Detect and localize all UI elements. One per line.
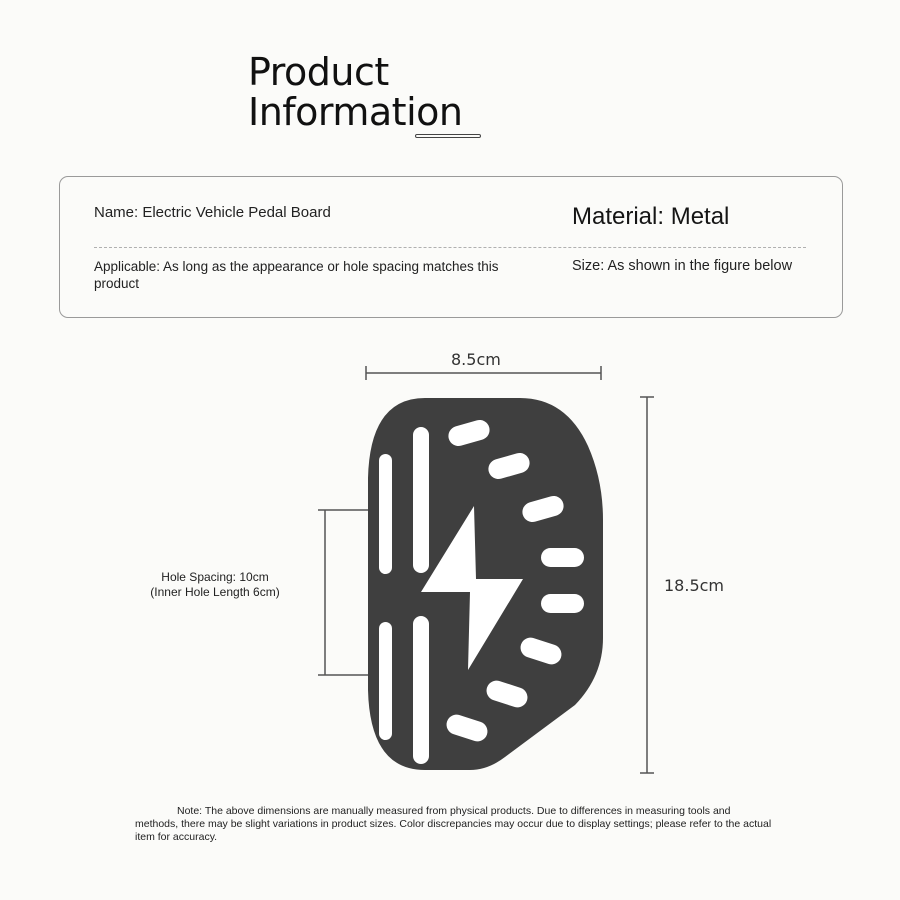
- mount-slot-left-lower: [379, 622, 392, 740]
- hole-spacing-label: Hole Spacing: 10cm (Inner Hole Length 6cm): [150, 570, 280, 599]
- product-size: Size: As shown in the figure below: [572, 258, 793, 274]
- pedal-board: [368, 398, 603, 770]
- product-material: Material: Metal: [572, 203, 730, 230]
- footer-note-text: Note: The above dimensions are manually measured from physical products. Due to differences in measuring tools and methods, there may be slight variations in product sizes. Color discrepancies may occur due to display settings; please refer to the actual item for accuracy.: [135, 805, 772, 843]
- grip-hole: [541, 548, 584, 567]
- product-applicable: Applicable: As long as the appearance or hole spacing matches this product: [94, 259, 499, 291]
- mount-slot-right-lower: [413, 616, 429, 764]
- title-line-2: Information: [248, 90, 463, 134]
- height-dimension-label: 18.5cm: [664, 576, 725, 595]
- width-dimension-label: 8.5cm: [451, 350, 501, 369]
- footer-note: [135, 805, 775, 844]
- title-line-1: Product: [248, 50, 389, 94]
- mount-slot-left-upper: [379, 454, 392, 574]
- product-name: Name: Electric Vehicle Pedal Board: [94, 204, 331, 221]
- mount-slot-right-upper: [413, 427, 429, 573]
- grip-hole: [541, 594, 584, 613]
- height-dimension-line: [640, 397, 654, 773]
